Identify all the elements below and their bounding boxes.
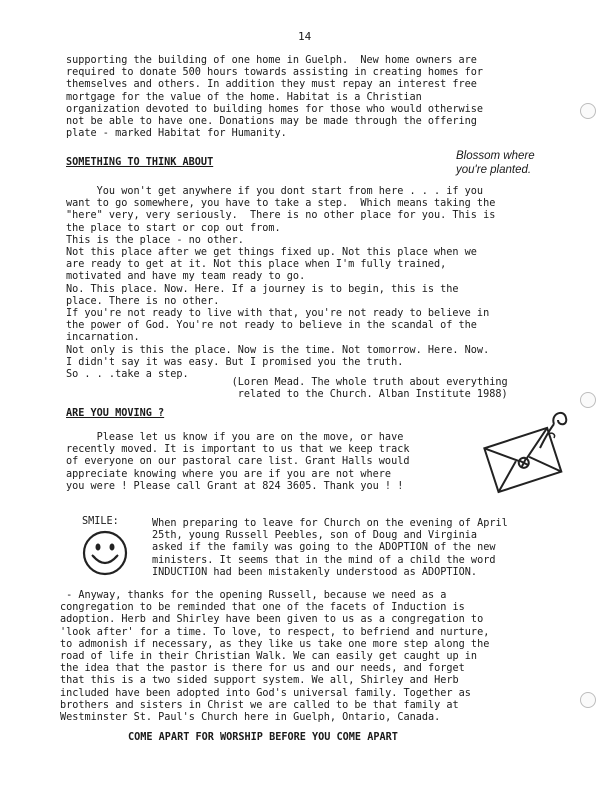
- text-line: No. This place. Now. Here. If a journey is to begin, this is the: [66, 283, 459, 295]
- text-line: plate - marked Habitat for Humanity.: [66, 128, 287, 140]
- text-line: are ready to get at it. Not this place when I'm fully trained,: [66, 259, 447, 271]
- closing-line: COME APART FOR WORSHIP BEFORE YOU COME APART: [128, 732, 398, 743]
- text-line: 'look after' for a time. To love, to respect, to befriend and nurture,: [60, 626, 490, 638]
- binder-hole: [580, 103, 596, 119]
- text-line: asked if the family was going to the ADOPTION of the new: [152, 542, 496, 554]
- citation: [66, 377, 578, 401]
- text-line: of everyone on our pastoral care list. Grant Halls would: [66, 456, 410, 468]
- text-line: adoption. Herb and Shirley have been given to us as a congregation to: [60, 614, 484, 626]
- text-line: required to donate 500 hours towards assisting in creating homes for: [66, 67, 484, 79]
- text-line: place. There is no other.: [66, 295, 220, 307]
- text-line: "here" very, very seriously. There is no other place for you. This is: [66, 210, 496, 222]
- text-line: 25th, young Russell Peebles, son of Doug and Virginia: [152, 530, 478, 542]
- text-line: the place to start or cop out from.: [66, 222, 281, 234]
- text-line: recently moved. It is important to us that we keep track: [66, 444, 410, 456]
- text-line: Not only is this the place. Now is the time. Not tomorrow. Here. Now.: [66, 344, 490, 356]
- text-line: you were ! Please call Grant at 824 3605. Thank you ! !: [66, 480, 404, 492]
- text-line: want to go somewhere, you have to take a step. Which means taking the: [66, 198, 496, 210]
- text-line: You won't get anywhere if you dont start from here . . . if you: [66, 186, 484, 197]
- page-number: 14: [298, 30, 312, 43]
- smile-paragraph: [152, 518, 572, 579]
- text-line: incarnation.: [66, 332, 140, 344]
- text-line: the power of God. You're not ready to believe in the scandal of the: [66, 320, 477, 332]
- binder-hole: [580, 692, 596, 708]
- text-line: supporting the building of one home in Guelph. New home owners are: [66, 55, 477, 66]
- caption-line: Blossom where: [456, 150, 535, 162]
- text-line: If you're not ready to live with that, you're not ready to believe in: [66, 308, 490, 320]
- text-line: Westminster St. Paul's Church here in Guelph, Ontario, Canada.: [60, 712, 441, 724]
- text-line: congregation to be reminded that one of the facets of Induction is: [60, 602, 465, 614]
- text-line: included have been adopted into God's universal family. Together as: [60, 687, 471, 699]
- text-line: INDUCTION had been mistakenly understood as ADOPTION.: [152, 566, 478, 578]
- text-line: related to the Church. Alban Institute 1988): [66, 389, 508, 401]
- text-line: mortgage for the value of the home. Habitat is a Christian: [66, 91, 422, 103]
- smiley-face-icon: [80, 528, 130, 582]
- section-heading-something-to-think-about: SOMETHING TO THINK ABOUT: [66, 157, 214, 168]
- text-line: ministers. It seems that in the mind of a child the word: [152, 554, 496, 566]
- moving-paragraph: [66, 432, 476, 493]
- text-line: appreciate knowing where you are if you are not where: [66, 468, 392, 480]
- binder-hole: [580, 392, 596, 408]
- text-line: Not this place after we get things fixed up. Not this place when we: [66, 247, 477, 259]
- adoption-paragraph: [60, 590, 572, 724]
- blossom-caption: [456, 149, 574, 177]
- section-heading-are-you-moving: ARE YOU MOVING ?: [66, 408, 165, 419]
- text-line: organization devoted to building homes for those who would otherwise: [66, 103, 484, 115]
- text-line: This is the place - no other.: [66, 234, 244, 246]
- text-line: Please let us know if you are on the move, or have: [66, 432, 404, 443]
- text-line: the idea that the pastor is there for us and our needs, and forget: [60, 663, 465, 675]
- text-line: I didn't say it was easy. But I promised you the truth.: [66, 356, 404, 368]
- text-line: (Loren Mead. The whole truth about everything: [66, 377, 508, 388]
- quote-paragraph: [66, 186, 578, 381]
- text-line: not be able to have one. Donations may be made through the offering: [66, 116, 477, 128]
- text-line: that this is a two sided support system. We all, Shirley and Herb: [60, 675, 459, 687]
- text-line: themselves and others. In addition they must repay an interest free: [66, 79, 477, 91]
- text-line: motivated and have my team ready to go.: [66, 271, 306, 283]
- text-line: When preparing to leave for Church on the evening of April: [152, 518, 508, 529]
- text-line: to admonish if necessary, as they like us take one more step along the: [60, 638, 490, 650]
- caption-line: you're planted.: [456, 164, 532, 176]
- text-line: - Anyway, thanks for the opening Russell, because we need as a: [60, 590, 447, 601]
- text-line: brothers and sisters in Christ we are called to be that family at: [60, 699, 459, 711]
- text-line: So . . .take a step.: [66, 369, 189, 381]
- envelope-with-flower-icon: [478, 402, 574, 502]
- text-line: road of life in their Christian Walk. We can easily get caught up in: [60, 651, 478, 663]
- intro-paragraph: [66, 55, 578, 140]
- smile-label: SMILE:: [82, 516, 119, 527]
